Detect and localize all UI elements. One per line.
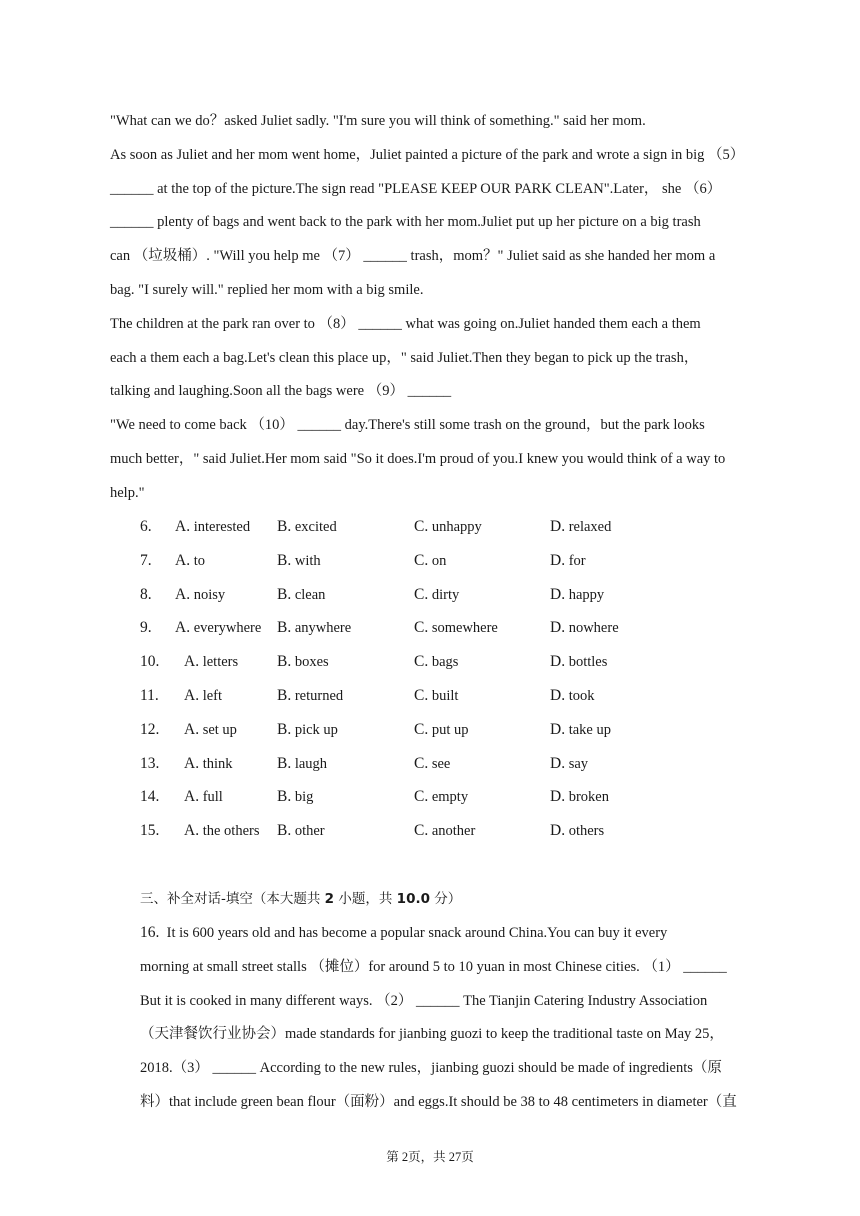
option-c: C. on (414, 551, 447, 569)
option-c: C. dirty (414, 585, 460, 603)
passage-line: ______ at the top of the picture.The sign read "PLEASE KEEP OUR PARK CLEAN".Later， she （6） (110, 180, 722, 197)
option-d: D. bottles (550, 653, 608, 671)
question-number: 8. (140, 585, 152, 603)
option-b: B. pick up (277, 720, 338, 738)
option-row-9 (140, 611, 760, 645)
option-row-7 (140, 544, 760, 578)
question-line: But it is cooked in many different ways. （2） ______ The Tianjin Catering Industry Association (140, 992, 708, 1009)
option-d: D. take up (550, 720, 611, 738)
option-a: A. to (175, 551, 205, 569)
option-a: A. left (184, 686, 223, 704)
option-row-15 (140, 814, 760, 848)
question-number: 12. (140, 720, 160, 738)
answer-options-list (140, 510, 760, 848)
question-number: 13. (140, 754, 160, 772)
question-number: 6. (140, 518, 152, 535)
option-b: B. clean (277, 585, 326, 603)
option-b: B. big (277, 788, 314, 806)
option-d: D. others (550, 822, 605, 840)
option-d: D. took (550, 686, 595, 704)
passage-line: help." (110, 484, 145, 501)
question-number: 7. (140, 551, 152, 569)
option-row-14 (140, 780, 760, 814)
question-number: 16. (140, 924, 160, 941)
option-c: C. built (414, 686, 459, 704)
passage-line: talking and laughing.Soon all the bags were （9） ______ (110, 383, 452, 400)
option-c: C. somewhere (414, 619, 498, 637)
question-line: morning at small street stalls （摊位）for around 5 to 10 yuan in most Chinese cities. （1） ______ (140, 958, 727, 975)
question-line: 16. It is 600 years old and has become a popular snack around China.You can buy it every (140, 924, 668, 941)
option-c: C. put up (414, 720, 469, 738)
passage-line: bag. "I surely will." replied her mom with a big smile. (110, 281, 424, 298)
question-16 (140, 916, 760, 1120)
passage-line: ______ plenty of bags and went back to the park with her mom.Juliet put up her picture on a big trash (110, 214, 701, 231)
question-number: 10. (140, 653, 160, 671)
option-a: A. everywhere (175, 619, 262, 637)
passage-line: The children at the park ran over to （8） ______ what was going on.Juliet handed them each a them (110, 315, 701, 332)
question-number: 9. (140, 619, 152, 637)
option-row-6 (140, 510, 760, 544)
question-number: 15. (140, 822, 160, 840)
section-heading: 三、补全对话-填空（本大题共 2 小题，共 10.0 分） (140, 891, 462, 907)
option-b: B. excited (277, 518, 337, 535)
question-line: （天津餐饮行业协会）made standards for jianbing guozi to keep the traditional taste on May 25， (140, 1026, 724, 1043)
option-row-13 (140, 747, 760, 781)
option-row-8 (140, 578, 760, 612)
option-a: A. full (184, 788, 223, 806)
option-row-12 (140, 713, 760, 747)
option-row-10 (140, 645, 760, 679)
reading-passage (110, 105, 760, 511)
option-b: B. returned (277, 686, 344, 704)
option-c: C. empty (414, 788, 469, 806)
option-row-11 (140, 679, 760, 713)
option-d: D. for (550, 551, 586, 569)
option-d: D. broken (550, 788, 609, 806)
option-a: A. the others (184, 822, 260, 840)
question-number: 14. (140, 788, 160, 806)
option-c: C. see (414, 754, 451, 772)
passage-line: can （垃圾桶）. "Will you help me （7） ______ trash，mom？" Juliet said as she handed her mom a (110, 248, 716, 265)
option-b: B. other (277, 822, 325, 840)
option-b: B. anywhere (277, 619, 352, 637)
option-d: D. say (550, 754, 589, 772)
option-c: C. bags (414, 653, 459, 671)
option-d: D. nowhere (550, 619, 619, 637)
question-line: 2018.（3） ______ According to the new rules，jianbing guozi should be made of ingredients（原 (140, 1060, 722, 1077)
passage-line: each a them each a bag.Let's clean this place up，" said Juliet.Then they began to pick up the trash， (110, 349, 699, 366)
passage-line: "We need to come back （10） ______ day.There's still some trash on the ground，but the park looks (110, 417, 705, 434)
question-line: 料）that include green bean flour（面粉）and eggs.It should be 38 to 48 centimeters in diameter（直 (140, 1093, 737, 1110)
option-a: A. noisy (175, 585, 226, 603)
passage-line: much better，" said Juliet.Her mom said "So it does.I'm proud of you.I knew you would think of a way to (110, 450, 726, 467)
option-d: D. relaxed (550, 518, 612, 535)
page-footer: 第 2页，共 27页 (386, 1150, 474, 1164)
option-c: C. another (414, 822, 476, 840)
question-number: 11. (140, 686, 159, 704)
passage-line: "What can we do？asked Juliet sadly. "I'm sure you will think of something." said her mom. (110, 113, 646, 129)
option-d: D. happy (550, 585, 605, 603)
option-b: B. with (277, 551, 321, 569)
option-a: A. letters (184, 653, 239, 671)
option-a: A. interested (175, 518, 251, 535)
option-b: B. boxes (277, 653, 329, 671)
option-c: C. unhappy (414, 518, 482, 535)
passage-line: As soon as Juliet and her mom went home，Juliet painted a picture of the park and wrote a sign in big （5） (110, 146, 745, 163)
option-a: A. think (184, 754, 233, 772)
option-a: A. set up (184, 720, 237, 738)
option-b: B. laugh (277, 754, 328, 772)
